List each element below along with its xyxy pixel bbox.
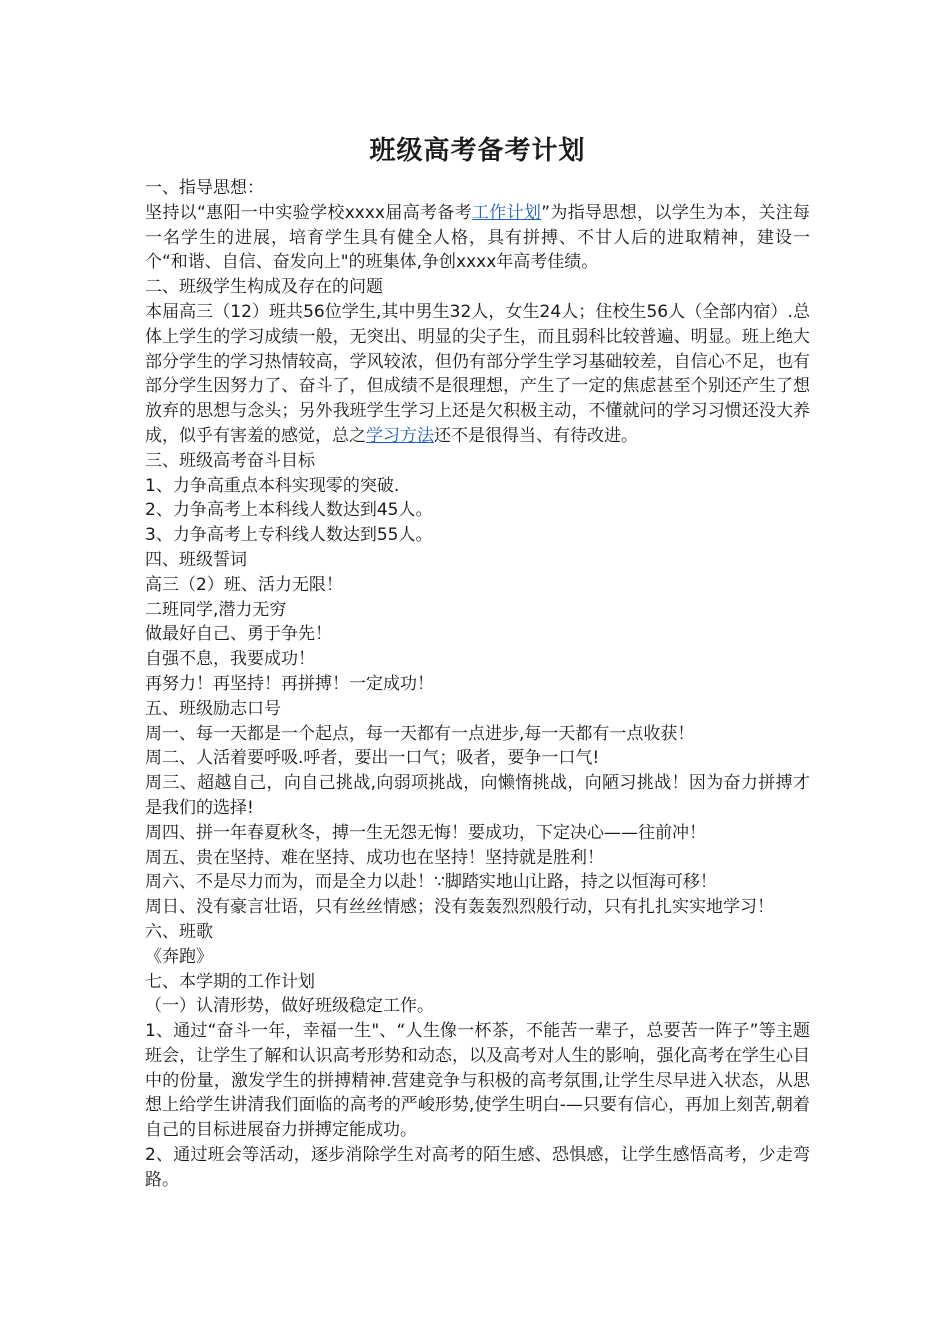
goal-item: 1、力争高重点本科实现零的突破.	[145, 475, 400, 496]
slogan-line: 周五、贵在坚持、难在坚持、成功也在坚持！坚持就是胜利！	[145, 847, 604, 868]
oath-line: 二班同学,潜力无穷	[145, 599, 287, 620]
document-title: 班级高考备考计划	[369, 136, 586, 166]
slogan-line: 周四、拼一年春夏秋冬，搏一生无怨无悔！要成功，下定决心——往前冲！	[145, 822, 706, 843]
oath-line: 自强不息，我要成功！	[145, 649, 315, 670]
slogan-line: 周二、人活着要呼吸.呼者，要出一口气；吸者，要争一口气!	[145, 748, 600, 769]
subsection-heading: （一）认清形势，做好班级稳定工作。	[145, 996, 434, 1017]
plan-item: 2、通过班会等活动，逐步消除学生对高考的陌生感、恐惧感，让学生感悟高考，少走弯路。	[145, 1145, 810, 1190]
guiding-text-b: ”为指导思想，以学生为本，关注每一名学生的进展，培育学生具有健全人格，具有拼搏、不甘人后的进取精神，建设一个“和谐、自信、奋发向上"的班集体,争创xxxx年高考佳绩。	[145, 202, 810, 273]
document-page	[145, 130, 810, 1193]
guiding-paragraph	[145, 201, 810, 275]
students-text-a: 本届高三（12）班共56位学生,其中男生32人，女生24人；住校生56人（全部内宿）.总体上学生的学习成绩一般，无突出、明显的尖子生，而且弱科比较普遍、明显。班上绝大部分学生的学习热情较高，学风较浓，但仍有部分学生学习基础较差，自信心不足，也有部分学生因努力了、奋斗了，但成绩不是很理想，产生了一定的焦虑甚至个别还产生了想放弃的思想与念头；另外我班学生学习上还是欠积极主动，不懂就问的学习习惯还没大养成，似乎有害羞的感觉，总之	[145, 301, 810, 446]
section-heading-5: 五、班级励志口号	[145, 698, 281, 719]
section-heading-1: 一、指导思想：	[145, 178, 264, 198]
section-heading-4: 四、班级誓词	[145, 549, 247, 570]
goal-item: 3、力争高考上专科线人数达到55人。	[145, 525, 433, 546]
slogan-line: 周日、没有豪言壮语，只有丝丝情感；没有轰轰烈烈般行动，只有扎扎实实地学习！	[145, 897, 774, 918]
slogan-line: 周三、超越自己，向自己挑战,向弱项挑战，向懒惰挑战，向陋习挑战！因为奋力拼搏才是我们的选择!	[145, 773, 810, 818]
slogan-line: 周六、不是尽力而为，而是全力以赴！∵脚踏实地山让路，持之以恒海可移！	[145, 872, 717, 893]
plan-item: 1、通过“奋斗一年，幸福一生"、“人生像一杯茶，不能苦一辈子，总要苦一阵子”等主题班会，让学生了解和认识高考形势和动态，以及高考对人生的影响，强化高考在学生心目中的份量，激发学生的拼搏精神.营建竞争与积极的高考氛围,让学生尽早进入状态，从思想上给学生讲清我们面临的高考的严峻形势,使学生明白-—只要有信心，再加上刻苦,朝着自己的目标进展奋力拼搏定能成功。	[145, 1021, 810, 1141]
oath-line: 高三（2）班、活力无限！	[145, 574, 343, 595]
section-heading-2: 二、班级学生构成及存在的问题	[145, 277, 383, 298]
students-text-b: 还不是很得当、有待改进。	[434, 425, 638, 446]
study-method-link[interactable]: 学习方法	[366, 425, 434, 446]
oath-line: 做最好自己、勇于争先！	[145, 624, 332, 645]
goal-item: 2、力争高考上本科线人数达到45人。	[145, 500, 433, 521]
section-heading-6: 六、班歌	[145, 921, 213, 942]
slogan-line: 周一、每一天都是一个起点，每一天都有一点进步,每一天都有一点收获！	[145, 723, 695, 744]
guiding-text-a: 坚持以“惠阳一中实验学校xxxx届高考备考	[145, 202, 472, 223]
students-paragraph	[145, 300, 810, 449]
work-plan-link[interactable]: 工作计划	[471, 202, 542, 223]
oath-line: 再努力！再坚持！再拼搏！一定成功！	[145, 673, 434, 694]
section-heading-3: 三、班级高考奋斗目标	[145, 450, 315, 471]
section-heading-7: 七、本学期的工作计划	[145, 971, 315, 992]
class-song-title: 《奔跑》	[145, 946, 213, 967]
